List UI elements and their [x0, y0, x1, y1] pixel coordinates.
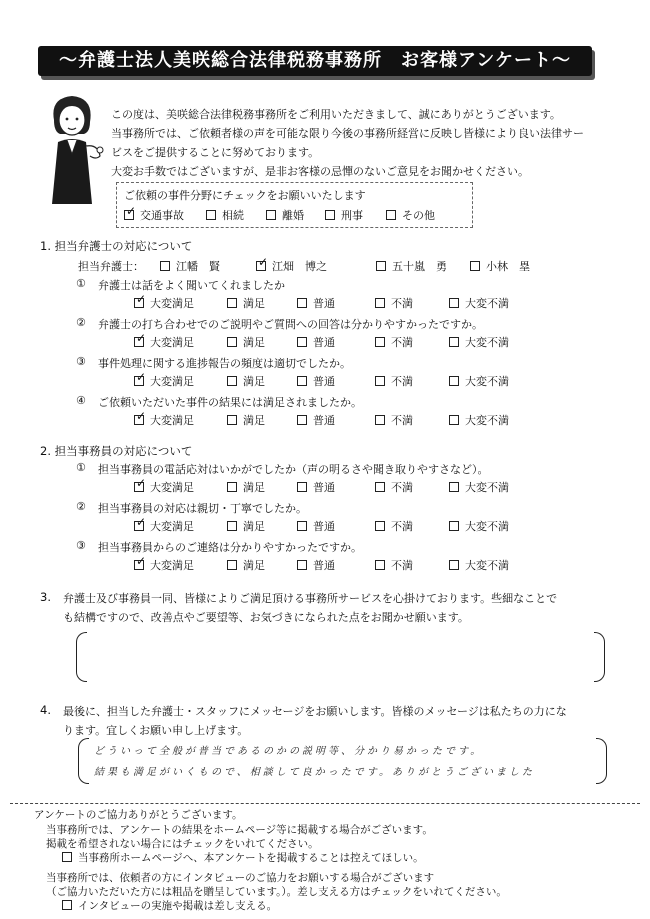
checkbox-icon [227, 376, 237, 386]
checkbox-icon [134, 298, 144, 308]
rating-label: 大変不満 [465, 297, 509, 310]
question-number: ① [76, 277, 86, 290]
question-number: ④ [76, 394, 86, 407]
rating-option[interactable] [134, 295, 194, 311]
rating-option[interactable] [227, 412, 265, 428]
rating-option[interactable] [134, 412, 194, 428]
checkbox-icon [375, 415, 385, 425]
rating-label: 不満 [391, 520, 413, 533]
checkbox-icon [297, 337, 307, 347]
rating-label: 普通 [313, 414, 335, 427]
rating-option[interactable] [375, 557, 413, 573]
section4-line-2: ります。宜しくお願い申し上げます。 [63, 724, 249, 737]
intro-line-3: ビスをご提供することに努めております。 [111, 146, 320, 159]
question-number: ② [76, 500, 86, 513]
section2-title: 2. 担当事務員の対応について [40, 444, 193, 458]
rating-option[interactable] [297, 412, 335, 428]
rating-option[interactable] [449, 334, 509, 350]
intro-line-4: 大変お手数ではございますが、是非お客様の忌憚のないご意見をお聞かせください。 [111, 165, 529, 178]
question-number: ② [76, 316, 86, 329]
rating-option[interactable] [375, 518, 413, 534]
rating-option[interactable] [297, 557, 335, 573]
rating-label: 不満 [391, 481, 413, 494]
checkbox-icon [449, 415, 459, 425]
checkbox-icon [325, 210, 335, 220]
rating-label: 普通 [313, 375, 335, 388]
checkbox-icon [376, 261, 386, 271]
rating-option[interactable] [297, 479, 335, 495]
checkbox-icon [375, 482, 385, 492]
checkbox-icon [297, 376, 307, 386]
publish-decline-option[interactable]: 当事務所ホームページへ、本アンケートを掲載することは控えてほしい。 [62, 850, 424, 865]
rating-label: 不満 [391, 559, 413, 572]
checkbox-icon [256, 261, 266, 271]
checkbox-icon [134, 482, 144, 492]
checkbox-icon [375, 298, 385, 308]
question-text: 弁護士の打ち合わせでのご説明やご質問への回答は分かりやすかったですか。 [98, 318, 483, 331]
rating-label: 不満 [391, 336, 413, 349]
case-type-option-divorce[interactable]: 離婚 [266, 207, 304, 223]
rating-label: 大変不満 [465, 375, 509, 388]
question-number: ③ [76, 355, 86, 368]
question-text: 担当事務員の対応は親切・丁寧でしたか。 [98, 502, 307, 515]
rating-option[interactable] [227, 557, 265, 573]
question-text: 事件処理に関する進捗報告の頻度は適切でしたか。 [98, 357, 351, 370]
checkbox-icon [375, 337, 385, 347]
section3-line-1: 弁護士及び事務員一同、皆様によりご満足頂ける事務所サービスを心掛けております。些細なことで [63, 592, 558, 605]
checkbox-icon [227, 482, 237, 492]
checkbox-icon [227, 521, 237, 531]
rating-option[interactable] [134, 373, 194, 389]
rating-label: 普通 [313, 559, 335, 572]
rating-option[interactable] [375, 412, 413, 428]
question-number: ③ [76, 539, 86, 552]
footer-publish-line-2: 掲載を希望されない場合にはチェックをいれてください。 [46, 838, 319, 850]
rating-label: 満足 [243, 336, 265, 349]
rating-option[interactable] [134, 334, 194, 350]
rating-label: 大変満足 [150, 336, 194, 349]
case-type-prompt: ご依頼の事件分野にチェックをお願いいたします [124, 189, 366, 202]
checkbox-icon [470, 261, 480, 271]
rating-option[interactable] [227, 373, 265, 389]
rating-label: 大変満足 [150, 375, 194, 388]
rating-option[interactable] [227, 295, 265, 311]
checkbox-icon [227, 415, 237, 425]
rating-option[interactable] [375, 334, 413, 350]
intro-line-1: この度は、美咲総合法律税務事務所をご利用いただきまして、誠にありがとうございます。 [111, 108, 561, 121]
checkbox-icon [124, 210, 134, 220]
question-text: 担当事務員の電話応対はいかがでしたか（声の明るさや聞き取りやすさなど）。 [98, 463, 489, 476]
checkbox-icon [449, 482, 459, 492]
rating-option[interactable] [375, 295, 413, 311]
checkbox-icon [227, 560, 237, 570]
checkbox-icon [227, 298, 237, 308]
rating-option[interactable] [449, 557, 509, 573]
rating-label: 大変不満 [465, 559, 509, 572]
rating-option[interactable] [375, 479, 413, 495]
handwritten-message-line-2: 結果も満足がいくもので、相談して良かったです。ありがとうございました [94, 767, 535, 778]
message-bracket-left [78, 738, 89, 784]
checkbox-icon [297, 560, 307, 570]
rating-label: 普通 [313, 336, 335, 349]
rating-label: 不満 [391, 375, 413, 388]
checkbox-icon [449, 560, 459, 570]
rating-label: 満足 [243, 520, 265, 533]
rating-label: 普通 [313, 481, 335, 494]
intro-line-2: 当事務所では、ご依頼者様の声を可能な限り今後の事務所経営に反映し皆様により良い法律サー [111, 127, 584, 140]
rating-option[interactable] [449, 479, 509, 495]
rating-option[interactable] [449, 373, 509, 389]
case-type-option-traffic[interactable]: ✓交通事故 [124, 207, 184, 223]
checkbox-icon [134, 521, 144, 531]
checkbox-icon [449, 298, 459, 308]
rating-option[interactable] [449, 518, 509, 534]
rating-label: 大変不満 [465, 336, 509, 349]
question-text: ご依頼いただいた事件の結果には満足されましたか。 [98, 396, 362, 409]
comment-bracket-left [76, 632, 87, 682]
rating-option[interactable] [297, 518, 335, 534]
checkbox-icon [375, 376, 385, 386]
rating-option[interactable] [297, 334, 335, 350]
rating-label: 大変不満 [465, 414, 509, 427]
rating-option[interactable] [297, 373, 335, 389]
checkbox-icon [375, 560, 385, 570]
checkbox-icon [266, 210, 276, 220]
section1-title: 1. 担当弁護士の対応について [40, 239, 193, 253]
rating-label: 大変満足 [150, 414, 194, 427]
checkbox-icon [134, 560, 144, 570]
checkbox-icon [386, 210, 396, 220]
checkbox-icon [297, 415, 307, 425]
checkbox-icon [134, 337, 144, 347]
question-text: 弁護士は話をよく聞いてくれましたか [98, 279, 285, 292]
checkbox-icon [297, 298, 307, 308]
footer-separator [10, 803, 640, 804]
case-type-option-other[interactable]: その他 [386, 207, 435, 223]
checkbox-icon [160, 261, 170, 271]
rating-label: 大変満足 [150, 297, 194, 310]
footer-thanks: アンケートのご協力ありがとうございます。 [34, 809, 243, 821]
rating-option[interactable] [227, 334, 265, 350]
footer-interview-line-2: （ご協力いただいた方には粗品を贈呈しています。）。差し支える方はチェックをいれてください。 [46, 886, 507, 898]
lawyer-option-4[interactable]: 小林 塁 [470, 258, 530, 274]
rating-label: 大変不満 [465, 481, 509, 494]
interview-decline-option[interactable]: インタビューの実施や掲載は差し支える。 [62, 898, 277, 913]
checkbox-icon [206, 210, 216, 220]
rating-option[interactable] [297, 295, 335, 311]
rating-option[interactable] [449, 295, 509, 311]
lawyer-option-2[interactable]: ✓ 江畑 博之 [256, 258, 327, 274]
rating-option[interactable] [227, 518, 265, 534]
rating-option[interactable] [134, 557, 194, 573]
case-type-option-inheritance[interactable]: 相続 [206, 207, 244, 223]
rating-label: 満足 [243, 375, 265, 388]
rating-label: 不満 [391, 414, 413, 427]
rating-label: 大変満足 [150, 481, 194, 494]
lawyer-option-3[interactable]: 五十嵐 勇 [376, 258, 447, 274]
question-number: ① [76, 461, 86, 474]
rating-option[interactable] [134, 518, 194, 534]
rating-label: 大変満足 [150, 520, 194, 533]
checkbox-icon [134, 376, 144, 386]
rating-option[interactable] [449, 412, 509, 428]
rating-label: 満足 [243, 559, 265, 572]
rating-option[interactable] [227, 479, 265, 495]
rating-label: 満足 [243, 297, 265, 310]
comment-bracket-right [594, 632, 605, 682]
section4-line-1: 最後に、担当した弁護士・スタッフにメッセージをお願いします。皆様のメッセージは私たちの力にな [63, 705, 567, 718]
checkbox-icon [375, 521, 385, 531]
question-text: 担当事務員からのご連絡は分かりやすかったですか。 [98, 541, 362, 554]
checkbox-icon [449, 521, 459, 531]
section3-line-2: も結構ですので、改善点やご要望等、お気づきになられた点をお聞かせ願います。 [63, 611, 469, 624]
checkbox-icon [62, 900, 72, 910]
footer-interview-line-1: 当事務所では、依頼者の方にインタビューのご協力をお願いする場合がございます [46, 872, 435, 884]
rating-label: 満足 [243, 481, 265, 494]
checkbox-icon [449, 337, 459, 347]
rating-label: 大変満足 [150, 559, 194, 572]
improvement-comment-field[interactable] [90, 632, 590, 680]
rating-option[interactable] [134, 479, 194, 495]
checkbox-icon [62, 852, 72, 862]
handwritten-message-line-1: どういって全般が普当であるのかの説明等、分かり易かったです。 [94, 746, 484, 757]
survey-title-banner: 〜弁護士法人美咲総合法律税務事務所 お客様アンケート〜 [38, 46, 592, 76]
rating-label: 不満 [391, 297, 413, 310]
lawyer-label: 担当弁護士： [78, 260, 144, 273]
section4-number: 4. [40, 703, 51, 717]
staff-illustration [40, 92, 106, 210]
rating-label: 満足 [243, 414, 265, 427]
footer-publish-line-1: 当事務所では、アンケートの結果をホームページ等に掲載する場合がございます。 [46, 824, 433, 836]
lawyer-option-1[interactable]: 江幡 賢 [160, 258, 220, 274]
checkbox-icon [297, 482, 307, 492]
checkbox-icon [297, 521, 307, 531]
checkbox-icon [449, 376, 459, 386]
rating-option[interactable] [375, 373, 413, 389]
rating-label: 大変不満 [465, 520, 509, 533]
rating-label: 普通 [313, 520, 335, 533]
message-bracket-right [596, 738, 607, 784]
case-type-option-criminal[interactable]: 刑事 [325, 207, 363, 223]
rating-label: 普通 [313, 297, 335, 310]
checkbox-icon [134, 415, 144, 425]
checkbox-icon [227, 337, 237, 347]
section3-number: 3. [40, 590, 51, 604]
